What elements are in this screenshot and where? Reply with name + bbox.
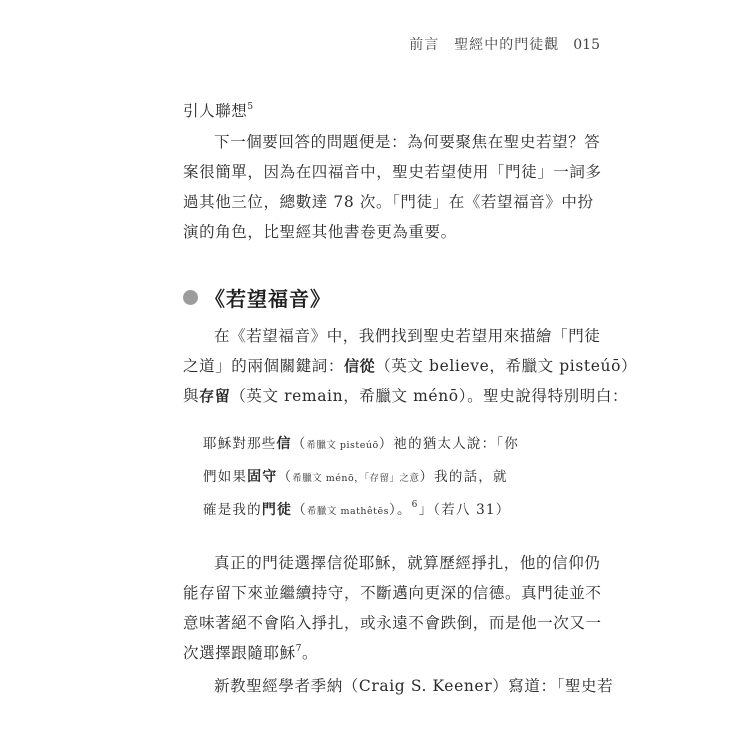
page-number: 015 (573, 37, 600, 53)
paragraph-4-line: 真正的門徒選擇信從耶穌，就算歷經掙扎，他的信仰仍 (214, 554, 601, 572)
text-run: 耶穌對那些 (203, 436, 277, 452)
paragraph-2-line: 過其他三位，總數達 78 次。「門徒」在《若望福音》中扮 (183, 193, 594, 211)
running-title: 前言 聖經中的門徒觀 (409, 37, 560, 53)
quote-line (203, 494, 553, 527)
text-run: 次選擇跟隨耶穌 (183, 644, 296, 662)
greek-gloss: 希臘文 pisteúō (306, 440, 379, 451)
section-title: 《若望福音》 (205, 287, 331, 311)
paragraph-2-line: 演的角色，比聖經其他書卷更為重要。 (183, 223, 457, 241)
text-run: 之道」的兩個關鍵詞： (183, 357, 345, 375)
text-run: ）。 (389, 502, 412, 518)
keyword-remain: 存留 (199, 387, 231, 405)
text-run: 確是我的 (203, 502, 262, 518)
greek-gloss: 希臘文 mathêtēs (306, 506, 389, 517)
text-run: （英文 remain，希臘文 ménō）。聖史說得特別明白： (230, 387, 629, 405)
text-run: 。 (302, 644, 319, 662)
keyword-believe: 信從 (344, 357, 376, 375)
text-run: ）我的話，就 (419, 469, 508, 485)
paragraph-3-line (183, 351, 638, 381)
paragraph-3-line (183, 381, 629, 411)
paragraph-4-line: 能存留下來並繼續持守，不斷邁向更深的信德。真門徒並不 (183, 584, 602, 602)
greek-gloss: 希臘文 ménō，「存留」之意 (292, 473, 420, 484)
paragraph-5-line: 新教聖經學者季納（Craig S. Keener）寫道：「聖史若 (214, 677, 614, 695)
paragraph-2 (183, 127, 602, 247)
paragraph-4-line (183, 638, 575, 668)
paragraph-1-text: 引人聯想 (183, 102, 248, 120)
paragraph-2-line: 案很簡單，因為在四福音中，聖史若望使用「門徒」一詞多 (183, 163, 602, 181)
paragraph-5 (183, 671, 614, 701)
footnote-ref: 6 (411, 500, 419, 510)
paragraph-4-line: 意味著絕不會陷入掙扎，或永遠不會跌倒，而是他一次又一 (183, 614, 602, 632)
paragraph-1 (183, 96, 575, 126)
citation: 」（若八 31） (418, 502, 511, 518)
keyword-believe: 信 (276, 436, 292, 452)
quote-line (203, 428, 553, 461)
paragraph-4 (183, 548, 602, 668)
text-run: （ (291, 436, 307, 452)
footnote-ref: 5 (247, 102, 254, 112)
paragraph-2-line: 下一個要回答的問題便是：為何要聚焦在聖史若望？答 (214, 133, 601, 151)
footnote-ref: 7 (295, 644, 303, 654)
text-run: （ (292, 502, 307, 518)
keyword-disciple: 門徒 (261, 502, 293, 518)
running-header (409, 34, 600, 54)
keyword-hold-fast: 固守 (247, 469, 278, 485)
text-run: 們如果 (203, 469, 248, 485)
section-heading (183, 283, 331, 312)
text-run: ）祂的猶太人說：「你 (378, 436, 519, 452)
block-quote (203, 428, 553, 527)
text-run: 與 (183, 387, 200, 405)
quote-line (203, 461, 553, 494)
paragraph-3-line: 在《若望福音》中，我們找到聖史若望用來描繪「門徒 (214, 327, 601, 345)
text-run: （ (277, 469, 293, 485)
paragraph-3 (183, 321, 638, 411)
bullet-circle-icon (183, 290, 198, 305)
text-run: （英文 believe，希臘文 pisteúō） (375, 357, 638, 375)
